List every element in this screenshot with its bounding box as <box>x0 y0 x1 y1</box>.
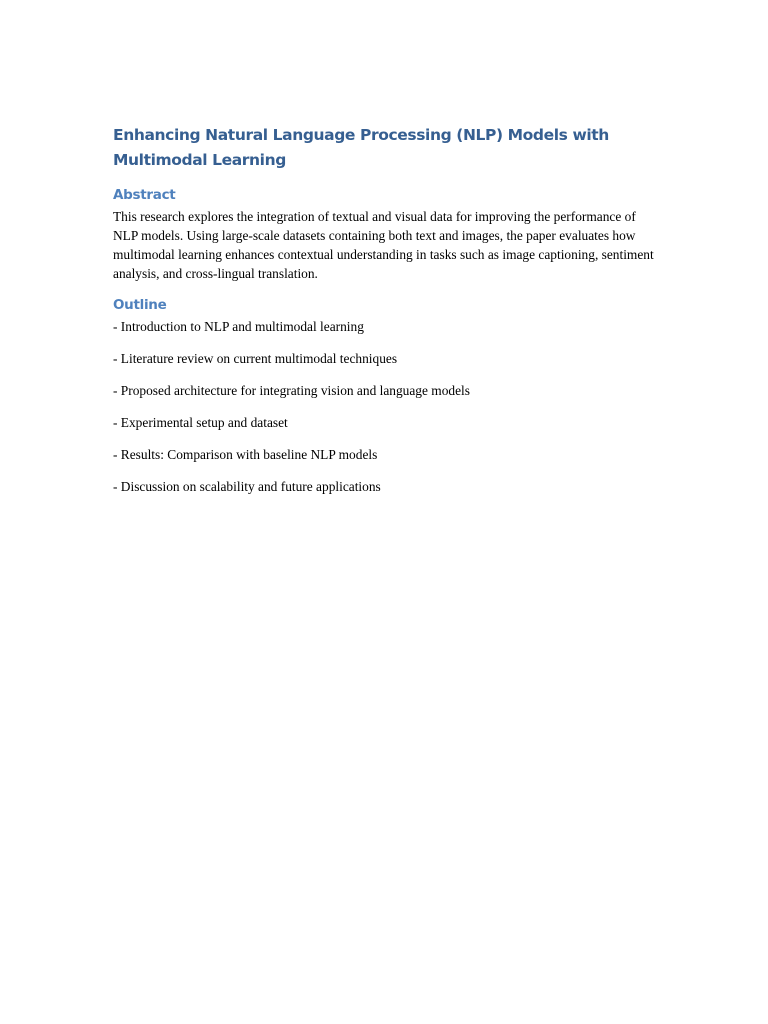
outline-item: - Results: Comparison with baseline NLP models <box>113 447 378 462</box>
outline-item: - Literature review on current multimodal techniques <box>113 351 398 366</box>
outline-item: - Proposed architecture for integrating vision and language models <box>113 383 470 398</box>
outline-list <box>113 317 658 496</box>
document-content <box>113 123 658 509</box>
outline-heading: Outline <box>113 297 167 313</box>
outline-item: - Experimental setup and dataset <box>113 415 288 430</box>
abstract-heading: Abstract <box>113 187 176 203</box>
document-title: Enhancing Natural Language Processing (NLP) Models with Multimodal Learning <box>113 126 609 169</box>
abstract-paragraph: This research explores the integration of textual and visual data for improving the performance of NLP models. Using large-scale datasets containing both text and images, the paper evaluates how multimodal learning enhances contextual understanding in tasks such as image captioning, sentiment analysis, and cross-lingual translation. <box>113 209 654 281</box>
outline-item: - Introduction to NLP and multimodal learning <box>113 319 364 334</box>
outline-item: - Discussion on scalability and future applications <box>113 479 381 494</box>
